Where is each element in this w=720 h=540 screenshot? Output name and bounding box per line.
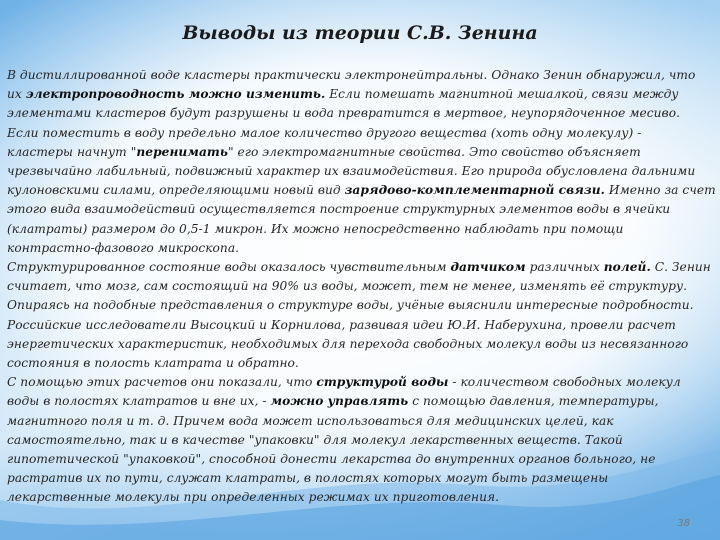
text-run: Если поместить в воду предельно малое количество другого вещества (хоть одну молекулу) -: [7, 125, 642, 140]
text-run: Если помешать магнитной мешалкой, связи между: [325, 87, 679, 102]
text-line: [7, 469, 707, 488]
text-line: [7, 181, 716, 200]
text-line: [7, 258, 711, 277]
text-line: [7, 296, 707, 315]
text-run: В дистиллированной воде кластеры практически электронейтральны. Однако Зенин обнаружил, что: [7, 68, 696, 82]
slide-title: Выводы из теории С.В. Зенина: [182, 22, 538, 44]
text-line: [7, 239, 707, 258]
text-run: этого вида взаимодействий осуществляется построение структурных элементов воды в ячейки: [7, 202, 671, 217]
text-line: [7, 104, 707, 123]
text-run: кулоновскими силами, определяющими новый вид: [7, 183, 345, 198]
text-line: [7, 220, 707, 239]
text-run: Российские исследователи Высоцкий и Корнилова, развивая идеи Ю.И. Наберухина, провели расчет: [7, 317, 676, 332]
text-run: состояния в полость клатрата и обратно.: [7, 356, 299, 371]
bold-phrase: зарядово-комплементарной связи.: [344, 183, 605, 198]
text-run: гипотетической "упаковкой", способной донести лекарства до внутренних органов больного, не: [7, 452, 656, 467]
text-run: контрастно-фазового микроскопа.: [7, 240, 240, 255]
text-run: считает, что мозг, сам состоящий на 90% из воды, может, тем не менее, изменять её структуру.: [7, 279, 688, 294]
text-run: кластеры начнут ": [7, 144, 137, 159]
text-run: - количеством свободных молекул: [448, 375, 681, 390]
page-number: 38: [677, 518, 690, 529]
bold-phrase: перенимать: [136, 144, 228, 159]
body-text: [7, 66, 716, 508]
text-run: С. Зенин: [650, 260, 711, 275]
text-line: [7, 277, 707, 296]
bold-phrase: структурой воды: [316, 375, 449, 390]
text-line: [7, 450, 707, 469]
text-line: [7, 488, 707, 507]
text-line: [7, 200, 707, 219]
text-line: [7, 373, 707, 392]
bold-phrase: можно управлять: [270, 394, 409, 409]
text-run: воды в полостях клатратов и вне их, -: [7, 394, 271, 409]
text-run: энергетических характеристик, необходимых для перехода свободных молекул воды из несвязанного: [7, 336, 689, 351]
text-run: различных: [525, 260, 604, 275]
text-run: чрезвычайно лабильный, подвижный характер их взаимодействия. Его природа обусловлена дальними: [7, 164, 696, 179]
text-run: их: [7, 87, 26, 102]
text-run: магнитного поля и т. д. Причем вода может использоваться для медицинских целей, как: [7, 413, 614, 428]
text-run: Структурированное состояние воды оказалось чувствительным: [7, 260, 451, 275]
text-run: Опираясь на подобные представления о структуре воды, учёные выяснили интересные подробности.: [7, 298, 694, 313]
text-line: [7, 316, 707, 335]
text-line: [7, 162, 707, 181]
text-line: [7, 354, 707, 373]
text-run: с помощью давления, температуры,: [408, 394, 659, 409]
bold-phrase: электропроводность можно изменить.: [25, 87, 326, 102]
text-run: " его электромагнитные свойства. Это свойство объясняет: [227, 144, 641, 159]
text-run: самостоятельно, так и в качестве "упаковки" для молекул лекарственных веществ. Такой: [7, 432, 623, 447]
text-run: (клатраты) размером до 0,5-1 микрон. Их можно непосредственно наблюдать при помощи: [7, 221, 624, 236]
text-line: [7, 412, 707, 431]
text-line: [7, 85, 707, 104]
text-line: [7, 431, 707, 450]
text-run: лекарственные молекулы при определенных режимах их приготовления.: [7, 490, 500, 505]
text-line: [7, 143, 707, 162]
text-line: [7, 66, 707, 85]
bold-phrase: полей.: [603, 260, 651, 275]
text-run: Именно за счет: [604, 183, 716, 198]
text-line: [7, 124, 707, 143]
text-line: [7, 392, 707, 411]
bold-phrase: датчиком: [450, 260, 526, 275]
text-line: [7, 335, 707, 354]
text-run: растратив их по пути, служат клатраты, в полостях которых могут быть размещены: [7, 471, 609, 486]
text-run: С помощью этих расчетов они показали, что: [7, 375, 317, 390]
text-run: элементами кластеров будут разрушены и вода превратится в мертвое, неупорядоченное месиво.: [7, 106, 681, 121]
